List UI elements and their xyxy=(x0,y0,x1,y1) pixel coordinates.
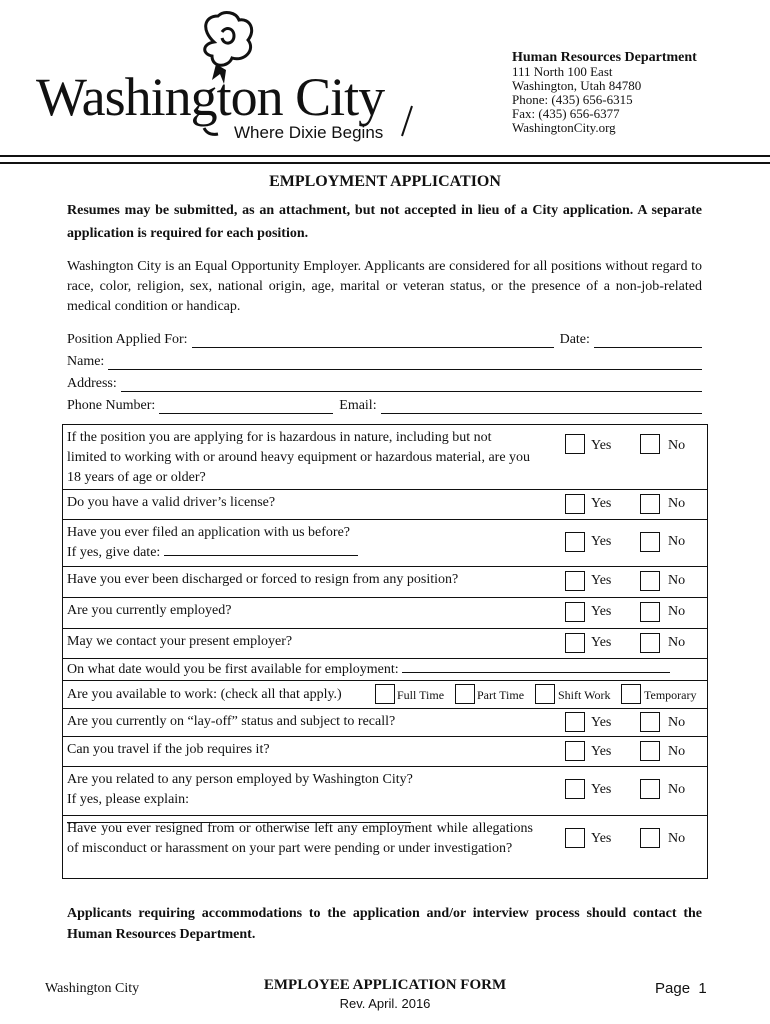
employed-yes-checkbox[interactable] xyxy=(565,602,585,622)
discharged-no-label: No xyxy=(668,573,686,588)
employed-no-label: No xyxy=(668,604,686,619)
filed-date-input[interactable] xyxy=(164,543,358,556)
hr-phone: Phone: (435) 656-6315 xyxy=(512,92,633,107)
hr-department-title: Human Resources Department xyxy=(512,50,697,65)
resigned-yes-label: Yes xyxy=(591,831,612,846)
hr-fax: Fax: (435) 656-6377 xyxy=(512,106,620,121)
address-row xyxy=(67,372,702,392)
hr-contact-block xyxy=(512,50,697,135)
resume-notice: Resumes may be submitted, as an attachment, but not accepted in lieu of a City application. A separate application is required for each position. xyxy=(67,203,702,241)
footer-page-number: Page 1 xyxy=(655,980,707,997)
license-yes-checkbox[interactable] xyxy=(565,494,585,514)
question-filed-before-text xyxy=(67,523,533,563)
first-available-label: On what date would you be first available for employment: xyxy=(67,662,399,677)
contact-employer-yes-label: Yes xyxy=(591,635,612,650)
related-explain-label: If yes, please explain: xyxy=(67,792,190,807)
header-rule-top xyxy=(0,155,770,157)
license-yes-label: Yes xyxy=(591,496,612,511)
resigned-no-checkbox[interactable] xyxy=(640,828,660,848)
full-time-checkbox[interactable] xyxy=(375,684,395,704)
footer-revision: Rev. April. 2016 xyxy=(339,996,431,1011)
license-no-label: No xyxy=(668,496,686,511)
question-row-license xyxy=(63,490,707,520)
travel-yes-checkbox[interactable] xyxy=(565,741,585,761)
full-time-label: Full Time xyxy=(397,688,445,702)
hazardous-no-checkbox[interactable] xyxy=(640,434,660,454)
employed-no-checkbox[interactable] xyxy=(640,602,660,622)
question-employed-text: Are you currently employed? xyxy=(67,603,232,618)
hazardous-yes-label: Yes xyxy=(591,438,612,453)
filed-date-label: If yes, give date: xyxy=(67,545,161,560)
question-row-employed xyxy=(63,598,707,629)
hazardous-yes-checkbox[interactable] xyxy=(565,434,585,454)
question-row-first-available xyxy=(63,659,707,681)
layoff-no-checkbox[interactable] xyxy=(640,712,660,732)
phone-input[interactable] xyxy=(159,400,333,414)
name-input[interactable] xyxy=(108,356,702,370)
travel-no-label: No xyxy=(668,744,686,759)
question-related-label: Are you related to any person employed by Washington City? xyxy=(67,772,413,787)
shift-work-label: Shift Work xyxy=(558,688,611,702)
question-row-hazardous xyxy=(63,425,707,490)
logo-tagline: Where Dixie Begins xyxy=(234,123,384,142)
temporary-checkbox[interactable] xyxy=(621,684,641,704)
contact-employer-no-label: No xyxy=(668,635,686,650)
washington-city-logo xyxy=(36,10,416,140)
question-row-availability xyxy=(63,681,707,709)
travel-yes-label: Yes xyxy=(591,744,612,759)
address-label: Address: xyxy=(67,376,117,391)
logo-title: Washington City xyxy=(36,67,385,127)
shift-work-checkbox[interactable] xyxy=(535,684,555,704)
question-row-related xyxy=(63,767,707,816)
phone-label: Phone Number: xyxy=(67,398,156,413)
question-hazardous-text: If the position you are applying for is hazardous in nature, including but not limited to working with or around heavy equipment or hazardous material, are you 18 years of age or older? xyxy=(67,430,531,485)
discharged-yes-checkbox[interactable] xyxy=(565,571,585,591)
part-time-checkbox[interactable] xyxy=(455,684,475,704)
question-filed-before-label: Have you ever filed an application with us before? xyxy=(67,525,351,540)
question-contact-employer-text: May we contact your present employer? xyxy=(67,634,293,649)
filed-before-yes-label: Yes xyxy=(591,534,612,549)
date-input[interactable] xyxy=(594,334,702,348)
date-label: Date: xyxy=(559,332,590,347)
position-date-row xyxy=(67,328,702,348)
footer-org: Washington City xyxy=(45,981,140,996)
question-row-travel xyxy=(63,737,707,767)
questions-table xyxy=(62,424,708,879)
resigned-no-label: No xyxy=(668,831,686,846)
related-no-checkbox[interactable] xyxy=(640,779,660,799)
layoff-no-label: No xyxy=(668,715,686,730)
discharged-yes-label: Yes xyxy=(591,573,612,588)
question-availability-text: Are you available to work: (check all that apply.) xyxy=(67,687,342,702)
position-input[interactable] xyxy=(192,334,554,348)
address-input[interactable] xyxy=(121,378,702,392)
license-no-checkbox[interactable] xyxy=(640,494,660,514)
contact-employer-yes-checkbox[interactable] xyxy=(565,633,585,653)
filed-before-yes-checkbox[interactable] xyxy=(565,532,585,552)
related-yes-checkbox[interactable] xyxy=(565,779,585,799)
question-row-resigned xyxy=(63,816,707,878)
question-license-text: Do you have a valid driver’s license? xyxy=(67,495,276,510)
contact-employer-no-checkbox[interactable] xyxy=(640,633,660,653)
related-no-label: No xyxy=(668,782,686,797)
phone-email-row xyxy=(67,394,702,414)
filed-before-no-label: No xyxy=(668,534,686,549)
layoff-yes-checkbox[interactable] xyxy=(565,712,585,732)
form-title: EMPLOYMENT APPLICATION xyxy=(269,173,501,190)
footer-form-name: EMPLOYEE APPLICATION FORM xyxy=(263,977,507,993)
travel-no-checkbox[interactable] xyxy=(640,741,660,761)
email-input[interactable] xyxy=(381,400,702,414)
temporary-label: Temporary xyxy=(644,688,697,702)
email-label: Email: xyxy=(339,398,377,413)
filed-date-row xyxy=(67,543,533,563)
employed-yes-label: Yes xyxy=(591,604,612,619)
header-rule-bottom xyxy=(0,162,770,164)
resigned-yes-checkbox[interactable] xyxy=(565,828,585,848)
name-label: Name: xyxy=(67,354,105,369)
layoff-yes-label: Yes xyxy=(591,715,612,730)
discharged-no-checkbox[interactable] xyxy=(640,571,660,591)
eeo-statement: Washington City is an Equal Opportunity Employer. Applicants are considered for all positions without regard to race, color, religion, sex, national origin, age, marital or veteran status, or the presence of a non-job-related medical condition or handicap. xyxy=(67,259,702,314)
hr-website: WashingtonCity.org xyxy=(512,120,616,135)
part-time-label: Part Time xyxy=(477,688,525,702)
position-label: Position Applied For: xyxy=(67,332,188,347)
question-discharged-text: Have you ever been discharged or forced to resign from any position? xyxy=(67,572,459,587)
question-first-available-text xyxy=(67,660,707,680)
first-available-input[interactable] xyxy=(402,660,670,673)
question-resigned-text: Have you ever resigned from or otherwise left any employment while allegations of misconduct or harassment on your part were pending or under investigation? xyxy=(67,821,533,856)
accommodations-note: Applicants requiring accommodations to the application and/or interview process should contact the Human Resources Department. xyxy=(67,906,702,942)
question-row-filed-before xyxy=(63,520,707,567)
hr-address-line1: 111 North 100 East xyxy=(512,64,613,79)
question-layoff-text: Are you currently on “lay-off” status and subject to recall? xyxy=(67,714,396,729)
name-row xyxy=(67,350,702,370)
hr-address-line2: Washington, Utah 84780 xyxy=(512,78,642,93)
hazardous-no-label: No xyxy=(668,438,686,453)
related-yes-label: Yes xyxy=(591,782,612,797)
question-row-contact-employer xyxy=(63,629,707,659)
question-row-layoff xyxy=(63,709,707,737)
question-row-discharged xyxy=(63,567,707,598)
filed-before-no-checkbox[interactable] xyxy=(640,532,660,552)
question-travel-text: Can you travel if the job requires it? xyxy=(67,742,270,757)
